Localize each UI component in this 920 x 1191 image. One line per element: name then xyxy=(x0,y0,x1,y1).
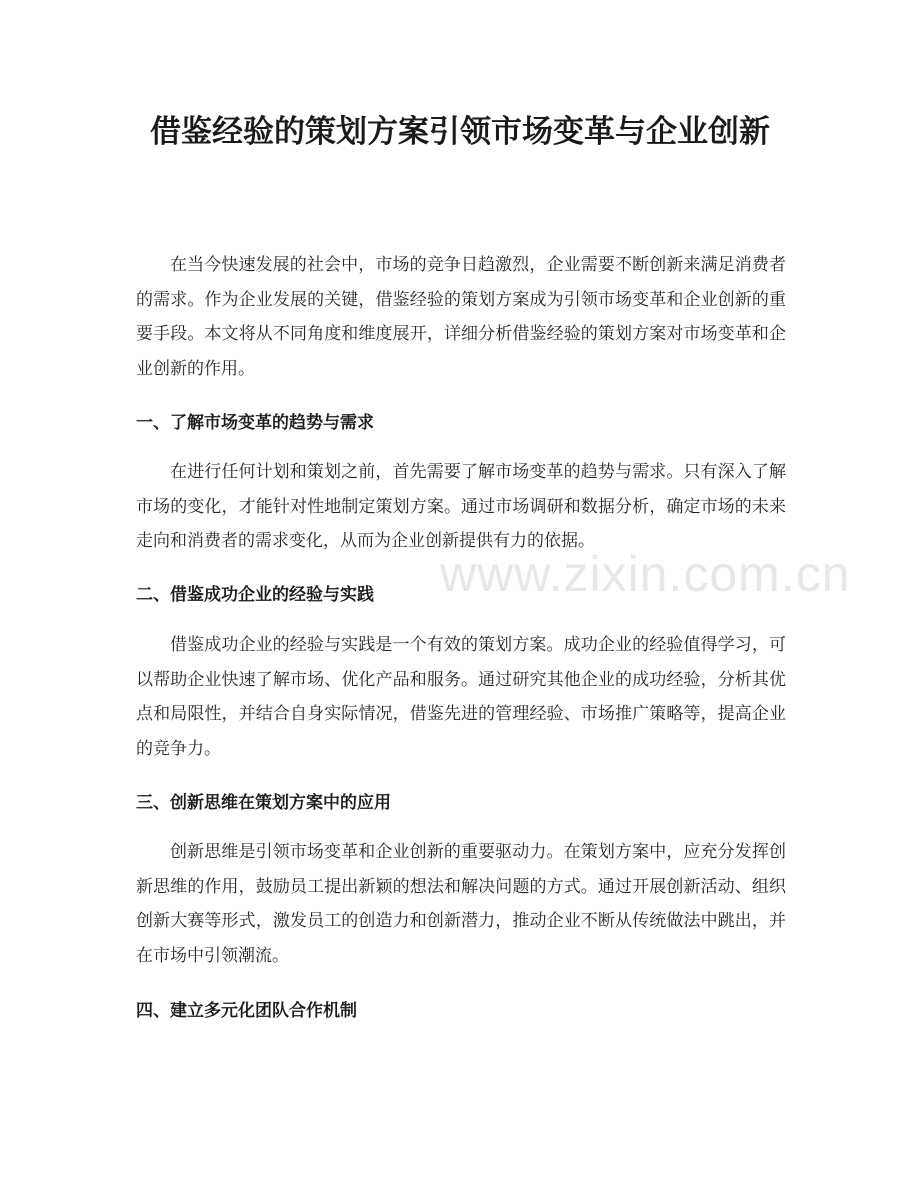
watermark-text: www.zixin.com.cn xyxy=(440,546,851,602)
section-heading-4: 四、建立多元化团队合作机制 xyxy=(136,1001,357,1021)
section-body-3: 创新思维是引领市场变革和企业创新的重要驱动力。在策划方案中，应充分发挥创新思维的作用，鼓励员工提出新颖的想法和解决问题的方式。通过开展创新活动、组织创新大赛等形式，激发员工的创造力和创新潜力，推动企业不断从传统做法中跳出，并在市场中引领潮流。 xyxy=(136,842,786,966)
section-body-2: 借鉴成功企业的经验与实践是一个有效的策划方案。成功企业的经验值得学习，可以帮助企业快速了解市场、优化产品和服务。通过研究其他企业的成功经验，分析其优点和局限性，并结合自身实际情况，借鉴先进的管理经验、市场推广策略等，提高企业的竞争力。 xyxy=(136,635,786,759)
section-heading-2: 二、借鉴成功企业的经验与实践 xyxy=(136,585,374,605)
intro-paragraph: 在当今快速发展的社会中，市场的竞争日趋激烈，企业需要不断创新来满足消费者的需求。作为企业发展的关键，借鉴经验的策划方案成为引领市场变革和企业创新的重要手段。本文将从不同角度和维度展开，详细分析借鉴经验的策划方案对市场变革和企业创新的作用。 xyxy=(136,255,786,379)
section-body-1: 在进行任何计划和策划之前，首先需要了解市场变革的趋势与需求。只有深入了解市场的变化，才能针对性地制定策划方案。通过市场调研和数据分析，确定市场的未来走向和消费者的需求变化，从而为企业创新提供有力的依据。 xyxy=(136,462,786,551)
document-title: 借鉴经验的策划方案引领市场变革与企业创新 xyxy=(150,114,770,150)
section-heading-3: 三、创新思维在策划方案中的应用 xyxy=(136,793,391,813)
section-heading-1: 一、了解市场变革的趋势与需求 xyxy=(136,413,374,433)
